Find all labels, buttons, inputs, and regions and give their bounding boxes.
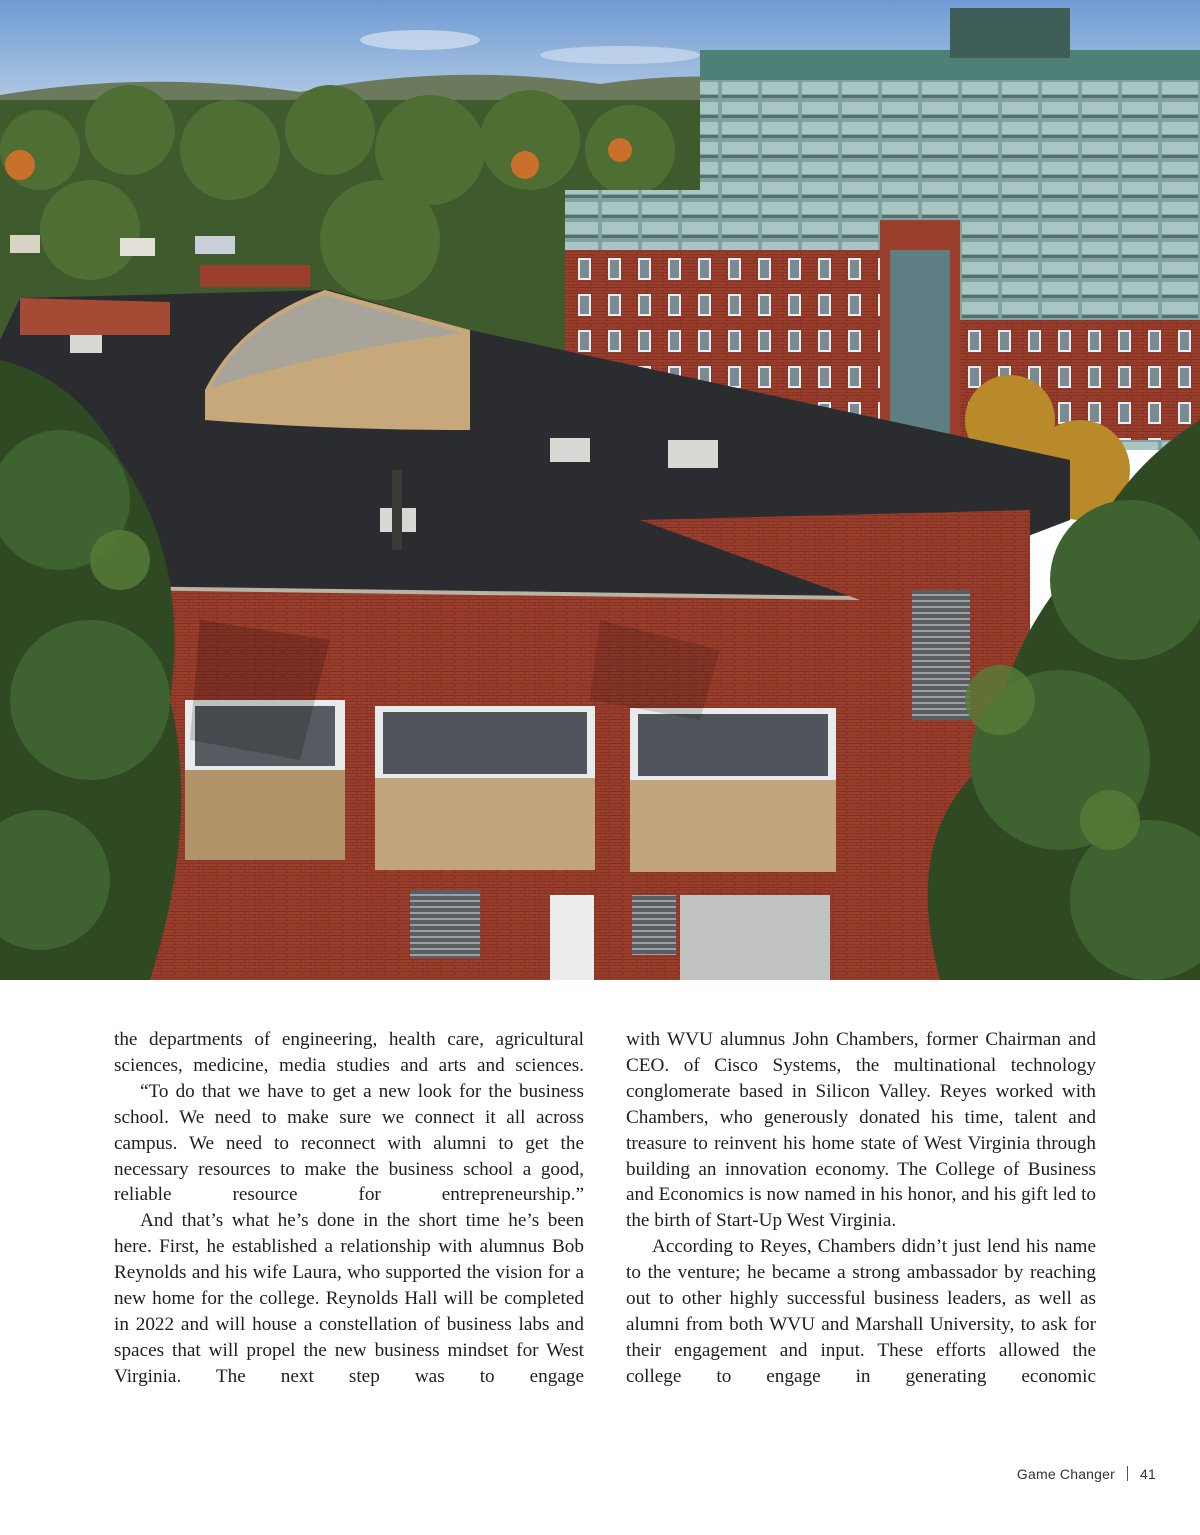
- article-column-right: [626, 1027, 1096, 1390]
- page-footer: [1017, 1466, 1156, 1482]
- article-column-left: [114, 1027, 584, 1390]
- footer-divider: [1127, 1466, 1128, 1481]
- section-title: Game Changer: [1016, 1466, 1116, 1482]
- paragraph: According to Reyes, Chambers didn’t just lend his name to the venture; he became a strong ambassador by reaching out to other highly successful business leaders, as well as alumni from both WVU and Marshall University, to ask for their engagement and input. These efforts allowed the college to engage in generating economic: [626, 1236, 1096, 1387]
- paragraph: the departments of engineering, health care, agricultural sciences, medicine, media studies and arts and sciences.: [114, 1029, 584, 1076]
- paragraph: “To do that we have to get a new look for the business school. We need to make sure we connect it all across campus. We need to reconnect with alumni to get the necessary resources to make the business school a good, reliable resource for entrepreneurship.”: [114, 1080, 584, 1206]
- paragraph: with WVU alumnus John Chambers, former Chairman and CEO. of Cisco Systems, the multinational technology conglomerate based in Silicon Valley. Reyes worked with Chambers, who generously donated his time, talent and treasure to reinvent his home state of West Virginia through building an innovation economy. The College of Business and Economics is now named in his honor, and his gift led to the birth of Start-Up West Virginia.: [626, 1029, 1096, 1232]
- page-number: 41: [1140, 1466, 1156, 1482]
- paragraph: And that’s what he’s done in the short time he’s been here. First, he established a relationship with alumnus Bob Reynolds and his wife Laura, who supported the vision for a new home for the college. Reynolds Hall will be completed in 2022 and will house a constellation of business labs and spaces that will propel the new business mindset for West Virginia. The next step was to engage: [114, 1210, 584, 1387]
